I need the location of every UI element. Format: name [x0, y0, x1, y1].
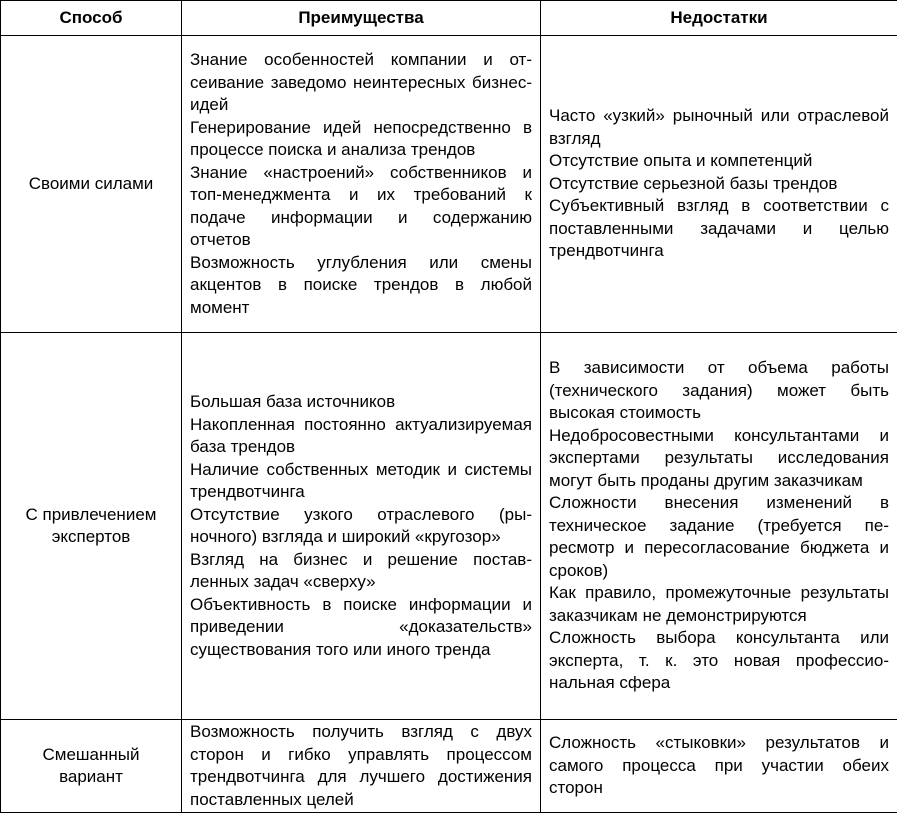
advantages-cell — [182, 36, 541, 333]
advantage-item: Возможность получить взгляд с двух сторон и гибко управлять процессом трендвотчинга для лучшего достижения поставленных целей — [190, 722, 532, 809]
advantage-item: Наличие собственных методик и системы трендвотчинга — [190, 459, 532, 501]
disadvantage-item: Субъективный взгляд в соответствии с поставленными задачами и целью трендвотчинга — [549, 196, 889, 261]
advantage-item: Отсутствие узкого отраслевого (рыночного) взгляда и широкий «кругозор» — [190, 504, 532, 546]
advantage-item: Большая база источников — [190, 392, 396, 411]
header-row — [1, 1, 897, 36]
advantages-cell — [182, 720, 541, 813]
advantage-item: Объективность в поиске информации и приведении «доказательств» существования того или иного тренда — [190, 594, 532, 659]
table-row — [1, 333, 897, 720]
header-disadvantages: Недостатки — [541, 1, 897, 36]
advantage-item: Знание «настроений» собственников и топ-менеджмента и их требований к подаче информации и содержанию отчетов — [190, 162, 532, 249]
disadvantage-item: Отсутствие серьезной базы трендов — [549, 173, 838, 193]
table-row — [1, 720, 897, 813]
advantage-item: Накопленная постоянно актуализируемая база трендов — [190, 414, 532, 456]
disadvantage-item: Сложности внесения изменений в техническое задание (требуется пересмотр и пересогласование бюджета и сроков) — [549, 493, 889, 580]
advantage-item: Возможность углубления или смены акцентов в поиске трендов в любой момент — [190, 252, 532, 317]
disadvantages-cell — [541, 720, 897, 813]
method-cell: С привлечением экспертов — [1, 333, 182, 720]
disadvantage-item: Как правило, промежуточные результаты заказчикам не демонстрируются — [549, 583, 889, 625]
disadvantage-item: Сложность «стыковки» результатов и самого процесса при участии обеих сторон — [549, 733, 889, 798]
advantage-item: Взгляд на бизнес и решение поставленных задач «сверху» — [190, 549, 532, 591]
advantage-item: Знание особенностей компании и отсеивание заведомо неинтересных бизнес-идей — [190, 50, 532, 114]
header-advantages: Преимущества — [182, 1, 541, 36]
advantage-item: Генерирование идей непосредственно в процессе поиска и анализа трендов — [190, 117, 532, 159]
method-cell: Своими силами — [1, 36, 182, 333]
disadvantage-item: Сложность выбора консультанта или эксперта, т. к. это новая профессиональная сфера — [549, 628, 889, 693]
disadvantages-cell — [541, 333, 897, 720]
disadvantage-item: В зависимости от объема работы (технического задания) может быть высокая стоимость — [549, 358, 889, 423]
advantages-cell — [182, 333, 541, 720]
method-cell: Смешанный вариант — [1, 720, 182, 813]
table-row — [1, 36, 897, 333]
header-method: Способ — [1, 1, 182, 36]
disadvantages-cell — [541, 36, 897, 333]
disadvantage-item: Недобросовестными консультантами и экспертами результаты исследования могут быть проданы другим заказчикам — [549, 425, 889, 490]
disadvantage-item: Часто «узкий» рыночный или отраслевой взгляд — [549, 106, 889, 148]
disadvantage-item: Отсутствие опыта и компетенций — [549, 151, 813, 171]
